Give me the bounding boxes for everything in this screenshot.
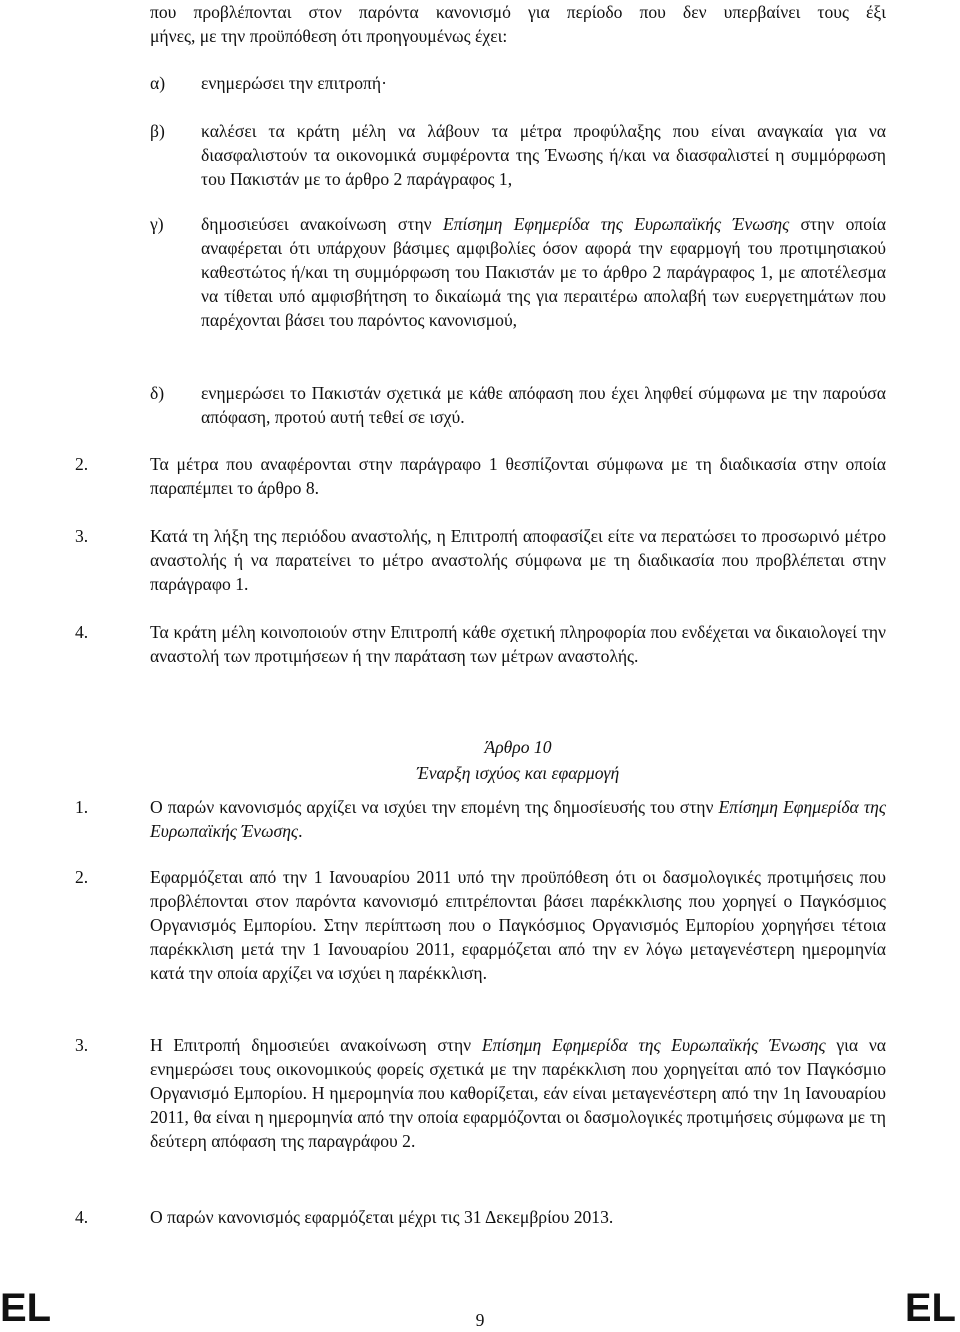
item-c-label: γ) xyxy=(150,214,164,234)
art10-para-3-text: Η Επιτροπή δημοσιεύει ανακοίνωση στην Επίσημη Εφημερίδα της Ευρωπαϊκής Ένωσης για να ενημερώσει τους οικονομικούς φορείς σχετικά με την παρέκκλιση που χορηγείται από τον Παγκόσμιο Οργανισμό Εμπορίου. Η ημερομηνία που καθορίζεται, εάν είναι μεταγενέστερη από την 1η Ιανουαρίου 2011, θα είναι η ημερομηνία από την οποία εφαρμόζονται οι δασμολογικές προτιμήσεις σύμφωνα με τη δεύτερη απόφαση της παραγράφου 2. xyxy=(150,1035,886,1151)
item-b-text: καλέσει τα κράτη μέλη να λάβουν τα μέτρα προφύλαξης που είναι αναγκαία για να διασφαλιστούν τα οικονομικά συμφέροντα της Ένωσης ή/και να διασφαλιστεί η συμμόρφωση του Πακιστάν με το άρθρο 2 παράγραφος 1, xyxy=(201,121,886,189)
oj-title: Επίσημη Εφημερίδα της Ευρωπαϊκής Ένωσης xyxy=(442,214,790,234)
art10-para-1-text: Ο παρών κανονισμός αρχίζει να ισχύει την επομένη της δημοσίευσής του στην Επίσημη Εφημερίδα της Ευρωπαϊκής Ένωσης. xyxy=(150,797,886,841)
item-b-label: β) xyxy=(150,121,165,141)
art10-para-1-num: 1. xyxy=(75,797,89,817)
art10-para-3-num: 3. xyxy=(75,1035,89,1055)
para-2-text: Τα μέτρα που αναφέρονται στην παράγραφο 1 θεσπίζονται σύμφωνα με τη διαδικασία στην οποία παραπέμπει το άρθρο 8. xyxy=(150,454,886,498)
para-4-num: 4. xyxy=(75,622,89,642)
oj-title: Επίσημη Εφημερίδα της Ευρωπαϊκής Ένωσης xyxy=(150,797,886,841)
para-4-text: Τα κράτη μέλη κοινοποιούν στην Επιτροπή κάθε σχετική πληροφορία που ενδέχεται να δικαιολογεί την αναστολή των προτιμήσεων ή την παράταση των μέτρων αναστολής. xyxy=(150,622,886,666)
item-a-label: α) xyxy=(150,73,166,93)
art10-para-2-num: 2. xyxy=(75,867,89,887)
page-number: 9 xyxy=(475,1310,485,1330)
intro-line-1: που προβλέπονται στον παρόντα κανονισμό για περίοδο που δεν υπερβαίνει τους έξι xyxy=(150,2,886,22)
intro-line-2: μήνες, με την προϋπόθεση ότι προηγουμένως έχει: xyxy=(150,26,508,46)
item-c-text: δημοσιεύσει ανακοίνωση στην Επίσημη Εφημερίδα της Ευρωπαϊκής Ένωσης στην οποία αναφέρεται ότι υπάρχουν βάσιμες αμφιβολίες όσον αφορά την εφαρμογή του προτιμησιακού καθεστώτος ή/και τη συμμόρφωση του Πακιστάν με το άρθρο 2 παράγραφος 1, με αποτέλεσμα να τίθεται υπό αμφισβήτηση το δικαίωμά της για περαιτέρω απολαβή των ευεργετημάτων που παρέχονται βάσει του παρόντος κανονισμού, xyxy=(201,214,887,330)
item-d-label: δ) xyxy=(150,383,165,403)
intro-paragraph xyxy=(150,0,886,48)
article-heading: Άρθρο 10 xyxy=(484,737,552,757)
para-3-text: Κατά τη λήξη της περιόδου αναστολής, η Επιτροπή αποφασίζει είτε να περατώσει το προσωρινό μέτρο αναστολής ή να παρατείνει το μέτρο αναστολής σύμφωνα με τη διαδικασία που προβλέπεται στην παράγραφο 1. xyxy=(150,526,886,594)
art10-para-2-text: Εφαρμόζεται από την 1 Ιανουαρίου 2011 υπό την προϋπόθεση ότι οι δασμολογικές προτιμήσεις που προβλέπονται στον παρόντα κανονισμό επιτρέπονται βάσει παρέκκλισης που χορηγεί ο Παγκόσμιος Οργανισμός Εμπορίου. Στην περίπτωση που ο Παγκόσμιος Οργανισμός Εμπορίου χορηγήσει τέτοια παρέκκλιση μετά την 1 Ιανουαρίου 2011, εφαρμόζεται από την εν λόγω μεταγενέστερη ημερομηνία κατά την οποία αρχίζει να ισχύει η παρέκκλιση. xyxy=(150,867,886,983)
art10-para-4-text: Ο παρών κανονισμός εφαρμόζεται μέχρι τις 31 Δεκεμβρίου 2013. xyxy=(150,1207,614,1227)
footer-lang-left: EL xyxy=(0,1286,52,1330)
art10-para-4-num: 4. xyxy=(75,1207,89,1227)
item-a-text: ενημερώσει την επιτροπή· xyxy=(201,73,387,93)
footer-lang-right: EL xyxy=(904,1286,956,1330)
para-3-num: 3. xyxy=(75,526,89,546)
para-2-num: 2. xyxy=(75,454,89,474)
item-d-text: ενημερώσει το Πακιστάν σχετικά με κάθε απόφαση που έχει ληφθεί σύμφωνα με την παρούσα απόφαση, προτού αυτή τεθεί σε ισχύ. xyxy=(201,383,886,427)
article-subheading: Έναρξη ισχύος και εφαρμογή xyxy=(416,763,620,783)
oj-title: Επίσημη Εφημερίδα της Ευρωπαϊκής Ένωσης xyxy=(481,1035,826,1055)
